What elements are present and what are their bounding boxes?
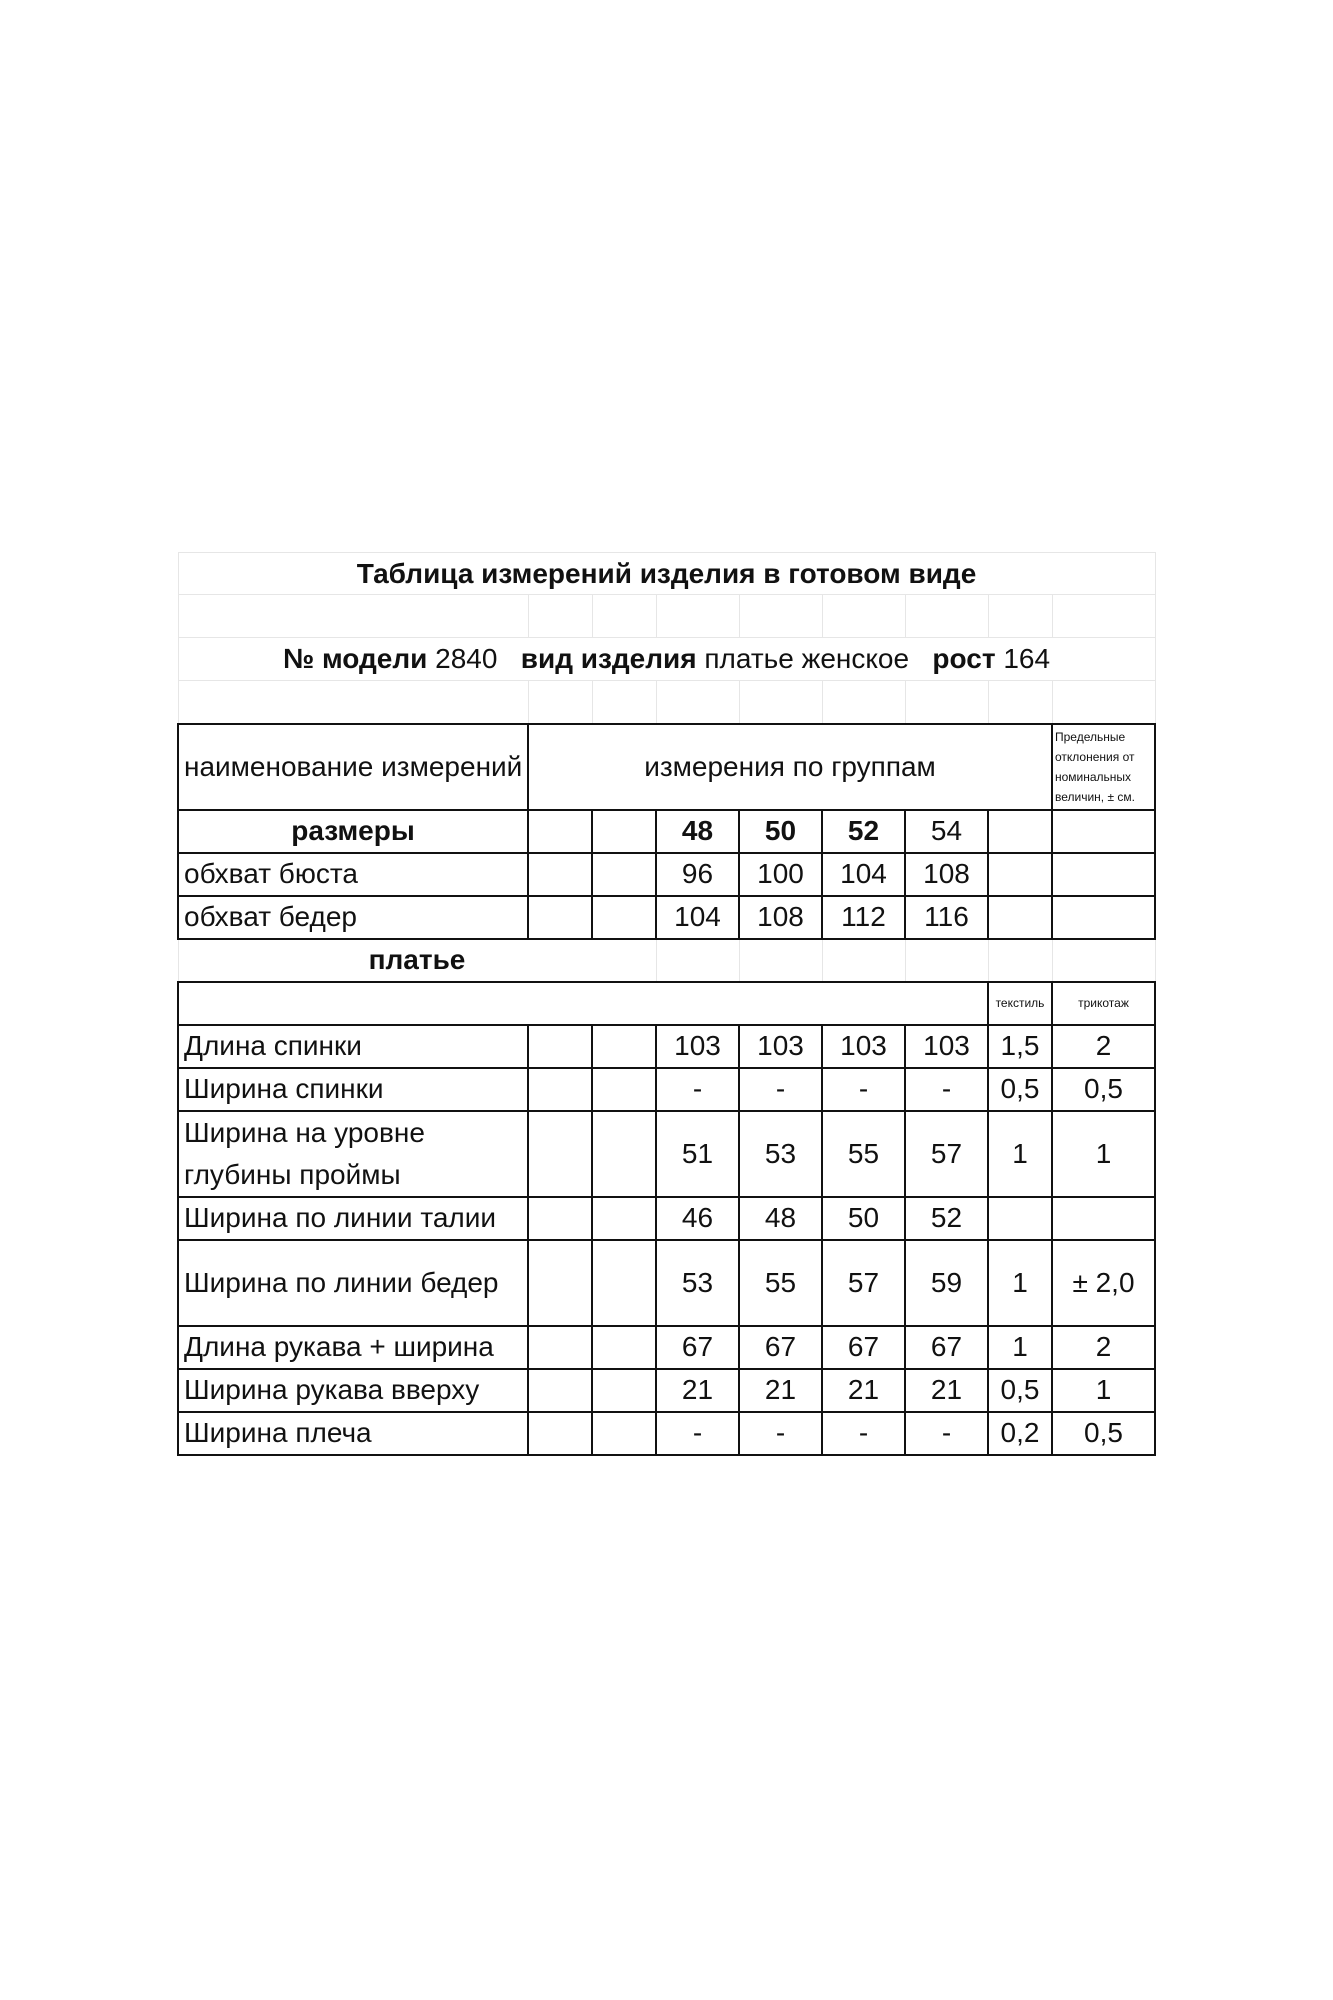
measurement-value: 103 xyxy=(822,1025,905,1068)
measurement-value: 67 xyxy=(822,1326,905,1369)
type-label: вид изделия xyxy=(520,643,697,675)
measurement-value: 67 xyxy=(905,1326,988,1369)
sizes-label: размеры xyxy=(178,810,528,853)
tolerance-knit: 0,5 xyxy=(1052,1412,1155,1455)
header-name-column: наименование измерений xyxy=(178,724,528,810)
tolerance-knit: 2 xyxy=(1052,1025,1155,1068)
tolerance-textile-header: текстиль xyxy=(988,982,1052,1025)
measurement-name: Ширина на уровне глубины проймы xyxy=(178,1111,528,1197)
measurement-value: 55 xyxy=(822,1111,905,1197)
header-groups: измерения по группам xyxy=(528,724,1052,810)
measurement-name: Ширина плеча xyxy=(178,1412,528,1455)
header-deviation: Предельные отклонения от номинальных величин, ± см. xyxy=(1052,724,1155,810)
model-value: 2840 xyxy=(435,643,498,675)
measurement-value: - xyxy=(822,1412,905,1455)
measurement-value: - xyxy=(739,1412,822,1455)
height-label: рост xyxy=(932,643,996,675)
measurement-name: Ширина по линии бедер xyxy=(178,1240,528,1326)
measurement-value: 21 xyxy=(822,1369,905,1412)
size-cell: 52 xyxy=(822,810,905,853)
measurement-name: Длина рукава + ширина xyxy=(178,1326,528,1369)
measurement-value: 57 xyxy=(822,1240,905,1326)
body-value: 116 xyxy=(905,896,988,939)
measurement-row xyxy=(178,1025,1155,1068)
measurement-value: 103 xyxy=(905,1025,988,1068)
measurement-name: Ширина спинки xyxy=(178,1068,528,1111)
measurement-table xyxy=(177,552,1156,1456)
measurement-value: 48 xyxy=(739,1197,822,1240)
measurement-row xyxy=(178,1369,1155,1412)
measurement-value: - xyxy=(656,1412,739,1455)
body-row-name: обхват бедер xyxy=(178,896,528,939)
measurement-value: 53 xyxy=(656,1240,739,1326)
measurement-name: Ширина рукава вверху xyxy=(178,1369,528,1412)
measurement-row xyxy=(178,1326,1155,1369)
model-info xyxy=(178,638,1155,681)
height-value: 164 xyxy=(1003,643,1051,675)
measurement-value: 50 xyxy=(822,1197,905,1240)
tolerance-knit: 2 xyxy=(1052,1326,1155,1369)
tolerance-knit-header: трикотаж xyxy=(1052,982,1155,1025)
size-cell: 50 xyxy=(739,810,822,853)
measurement-value: 52 xyxy=(905,1197,988,1240)
body-row-name: обхват бюста xyxy=(178,853,528,896)
body-value: 100 xyxy=(739,853,822,896)
tolerance-textile: 1 xyxy=(988,1326,1052,1369)
measurement-name: Длина спинки xyxy=(178,1025,528,1068)
tolerance-knit: ± 2,0 xyxy=(1052,1240,1155,1326)
body-value: 104 xyxy=(822,853,905,896)
sizes-row xyxy=(178,810,1155,853)
tolerance-textile: 0,5 xyxy=(988,1068,1052,1111)
tolerance-knit xyxy=(1052,1197,1155,1240)
tolerance-knit: 1 xyxy=(1052,1111,1155,1197)
measurement-rows xyxy=(178,1025,1155,1455)
measurement-value: - xyxy=(905,1068,988,1111)
body-row xyxy=(178,896,1155,939)
measurement-table-sheet xyxy=(177,552,1156,1456)
measurement-value: 21 xyxy=(739,1369,822,1412)
measurement-row xyxy=(178,1240,1155,1326)
type-value: платье женское xyxy=(704,643,910,675)
measurement-value: 55 xyxy=(739,1240,822,1326)
measurement-value: - xyxy=(739,1068,822,1111)
measurement-value: 59 xyxy=(905,1240,988,1326)
measurement-value: - xyxy=(822,1068,905,1111)
measurement-value: 46 xyxy=(656,1197,739,1240)
body-value: 104 xyxy=(656,896,739,939)
body-value: 108 xyxy=(905,853,988,896)
tolerance-knit: 0,5 xyxy=(1052,1068,1155,1111)
measurement-value: 21 xyxy=(656,1369,739,1412)
tolerance-textile: 0,2 xyxy=(988,1412,1052,1455)
body-value: 112 xyxy=(822,896,905,939)
measurement-name: Ширина по линии талии xyxy=(178,1197,528,1240)
measurement-row xyxy=(178,1412,1155,1455)
measurement-value: 53 xyxy=(739,1111,822,1197)
measurement-value: 103 xyxy=(656,1025,739,1068)
tolerance-knit: 1 xyxy=(1052,1369,1155,1412)
measurement-row xyxy=(178,1197,1155,1240)
measurement-value: - xyxy=(656,1068,739,1111)
size-cell: 48 xyxy=(656,810,739,853)
measurement-value: 57 xyxy=(905,1111,988,1197)
tolerance-textile: 1 xyxy=(988,1240,1052,1326)
body-value: 108 xyxy=(739,896,822,939)
body-value: 96 xyxy=(656,853,739,896)
tolerance-textile xyxy=(988,1197,1052,1240)
model-label: № модели xyxy=(282,643,428,675)
measurement-value: 67 xyxy=(656,1326,739,1369)
tolerance-textile: 1 xyxy=(988,1111,1052,1197)
measurement-value: 103 xyxy=(739,1025,822,1068)
tolerance-textile: 0,5 xyxy=(988,1369,1052,1412)
measurement-value: 21 xyxy=(905,1369,988,1412)
measurement-value: 67 xyxy=(739,1326,822,1369)
measurement-row xyxy=(178,1068,1155,1111)
table-title: Таблица измерений изделия в готовом виде xyxy=(178,553,1155,595)
tolerance-textile: 1,5 xyxy=(988,1025,1052,1068)
measurement-value: - xyxy=(905,1412,988,1455)
section-title: платье xyxy=(178,939,656,982)
size-cell: 54 xyxy=(905,810,988,853)
measurement-row xyxy=(178,1111,1155,1197)
measurement-value: 51 xyxy=(656,1111,739,1197)
body-row xyxy=(178,853,1155,896)
